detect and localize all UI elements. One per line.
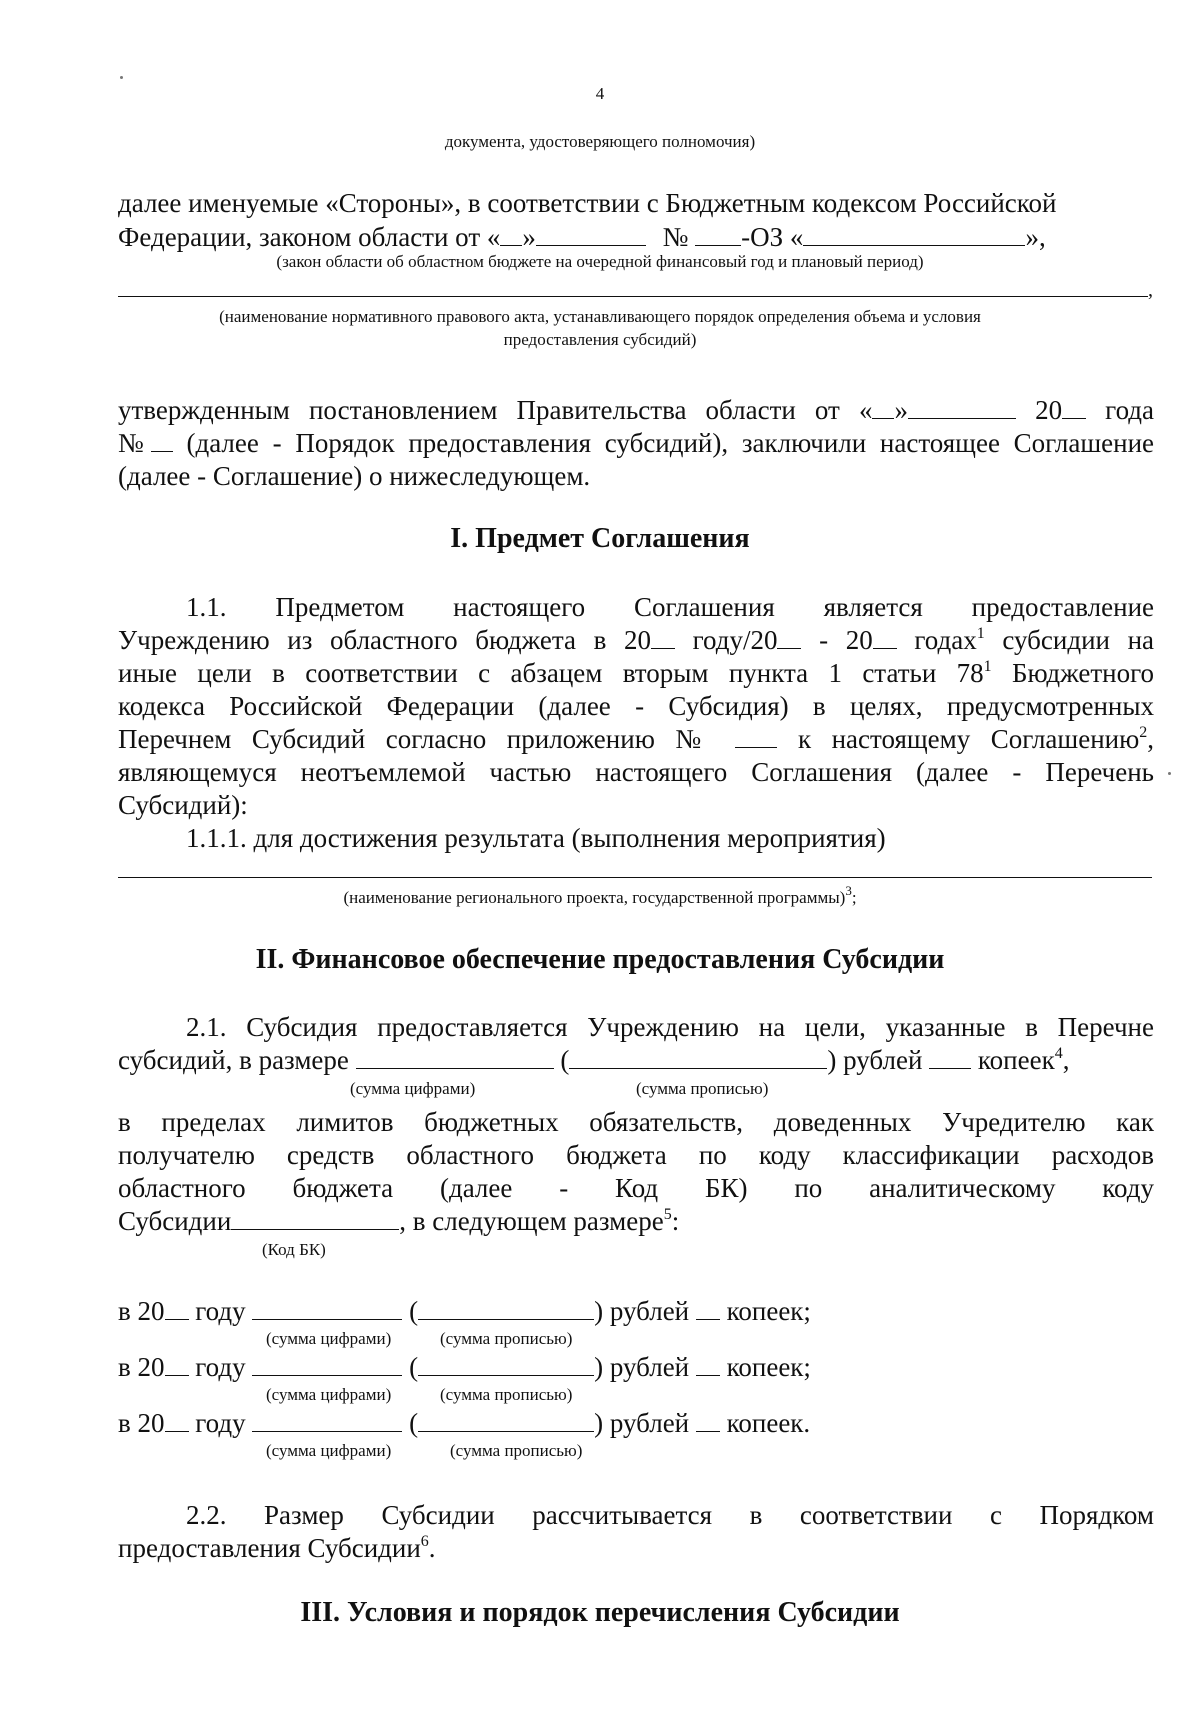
blank-law-name: [803, 221, 1025, 246]
text-fragment: ;: [851, 888, 857, 907]
text-fragment: утвержденным постановлением Правительства области от «: [118, 395, 873, 425]
sec1-line3: [118, 656, 1154, 690]
text-fragment: ) рублей: [827, 1045, 923, 1075]
caption-sum-words: (сумма прописью): [440, 1329, 573, 1348]
blank-line-project: [118, 877, 1152, 878]
blank-year: [1062, 394, 1086, 419]
text-fragment: ) рублей: [594, 1408, 690, 1438]
blank-sum-digits: [252, 1351, 402, 1376]
text-fragment: году: [195, 1296, 246, 1326]
footnote-ref: 2: [1139, 724, 1148, 741]
text-fragment: -ОЗ «: [741, 222, 804, 252]
footnote-ref: 1: [983, 658, 992, 675]
blank-kopecks: [696, 1351, 720, 1376]
blank-decree-number: [151, 427, 173, 452]
caption-sum-digits: (сумма цифрами): [266, 1329, 392, 1348]
text-fragment: в 20: [118, 1408, 165, 1438]
text-fragment: ,: [1062, 1045, 1070, 1075]
text-fragment: (: [409, 1408, 419, 1438]
footnote-ref: 4: [1054, 1045, 1063, 1062]
text-fragment: Субсидии: [118, 1206, 232, 1236]
text-fragment: Учреждению из областного бюджета в 20: [118, 625, 651, 655]
footnote-ref: 3: [845, 883, 852, 898]
blank-month: [536, 221, 646, 246]
caption-sum-words: (сумма прописью): [636, 1079, 769, 1098]
sec1-line5: [118, 722, 1154, 756]
text-fragment: иные цели в соответствии с абзацем вторым пункта 1 статьи 78: [118, 658, 984, 688]
caption-act-line2: предоставления субсидий): [503, 330, 697, 349]
footnote-ref: 5: [663, 1206, 672, 1223]
caption-sum-digits: (сумма цифрами): [266, 1441, 392, 1460]
blank-sum-digits: [252, 1407, 402, 1432]
para1-line2: [118, 220, 1154, 254]
blank-sum-words: [418, 1407, 594, 1432]
blank-sum-digits: [252, 1295, 402, 1320]
blank-line-act: [118, 296, 1148, 297]
para2-line3: (далее - Соглашение) о нижеследующем.: [118, 461, 591, 491]
blank-sum-words: [418, 1351, 594, 1376]
text-fragment: копеек;: [726, 1296, 811, 1326]
blank-appendix-number: [735, 723, 777, 748]
section1-heading: I. Предмет Соглашения: [450, 523, 750, 554]
year-row-1: [118, 1294, 1154, 1328]
sec1-line4: кодекса Российской Федерации (далее - Субсидия) в целях, предусмотренных: [118, 691, 1154, 721]
text-fragment: »,: [1025, 222, 1046, 252]
blank-month: [908, 394, 1016, 419]
text-fragment: Перечнем Субсидий согласно приложению №: [118, 724, 715, 754]
text-fragment: года: [1105, 395, 1155, 425]
blank-kopecks: [696, 1407, 720, 1432]
sec2-line4: получателю средств областного бюджета по коду классификации расходов: [118, 1140, 1154, 1170]
caption-kbk: (Код БК): [262, 1240, 326, 1259]
section3-heading: III. Условия и порядок перечисления Субсидии: [300, 1597, 900, 1628]
caption-sum-digits: (сумма цифрами): [266, 1385, 392, 1404]
caption-sum-digits: (сумма цифрами): [350, 1079, 476, 1098]
sec1-line2: [118, 623, 1154, 657]
caption-act-line1: (наименование нормативного правового акта, устанавливающего порядок определения объема и условия: [219, 307, 981, 326]
blank-sum-digits: [356, 1044, 554, 1069]
para2-line2: [118, 426, 1154, 460]
text-fragment: :: [671, 1206, 680, 1236]
sec2-p22-line1: 2.2. Размер Субсидии рассчитывается в соответствии с Порядком: [186, 1500, 1154, 1530]
blank-sum-words: [569, 1044, 827, 1069]
blank-law-number: [695, 221, 741, 246]
blank-kopecks: [929, 1044, 971, 1069]
text-fragment: субсидий, в размере: [118, 1045, 349, 1075]
caption-authority: документа, удостоверяющего полномочия): [444, 132, 756, 151]
caption-project: [0, 883, 1200, 908]
text-fragment: (: [409, 1352, 419, 1382]
text-fragment: 20: [1035, 395, 1063, 425]
text-fragment: в 20: [118, 1352, 165, 1382]
scan-speck: [1168, 772, 1171, 775]
text-fragment: году/20: [692, 625, 778, 655]
text-fragment: - 20: [819, 625, 873, 655]
sec2-line2: [118, 1043, 1154, 1077]
text-fragment: ) рублей: [594, 1296, 690, 1326]
text-fragment: копеек.: [726, 1408, 811, 1438]
para2-line1: [118, 393, 1154, 427]
text-fragment: к настоящему Соглашению: [797, 724, 1140, 754]
text-fragment: Федерации, законом области от «: [118, 222, 501, 252]
section2-heading: II. Финансовое обеспечение предоставления Субсидии: [255, 944, 945, 975]
page-number: 4: [595, 84, 605, 103]
text-fragment: , в следующем размере: [399, 1206, 664, 1236]
blank-sum-words: [418, 1295, 594, 1320]
text-fragment: копеек;: [726, 1352, 811, 1382]
sec1-line7: Субсидий):: [118, 790, 248, 820]
text-fragment: №: [662, 222, 689, 252]
blank-year: [873, 624, 897, 649]
comma: ,: [1148, 279, 1153, 301]
blank-year: [165, 1407, 189, 1432]
text-fragment: году: [195, 1408, 246, 1438]
text-fragment: ,: [1147, 724, 1155, 754]
blank-year: [165, 1295, 189, 1320]
text-fragment: (наименование регионального проекта, государственной программы): [343, 888, 846, 907]
text-fragment: (: [560, 1045, 570, 1075]
sec2-line1: 2.1. Субсидия предоставляется Учреждению на цели, указанные в Перечне: [186, 1012, 1154, 1042]
blank-year: [165, 1351, 189, 1376]
text-fragment: копеек: [977, 1045, 1055, 1075]
sec2-line3: в пределах лимитов бюджетных обязательств, доведенных Учредителю как: [118, 1107, 1154, 1137]
year-row-2: [118, 1350, 1154, 1384]
text-fragment: Бюджетного: [1012, 658, 1155, 688]
sec2-line5: областного бюджета (далее - Код БК) по аналитическому коду: [118, 1173, 1154, 1203]
blank-year: [777, 624, 801, 649]
text-fragment: ) рублей: [594, 1352, 690, 1382]
sec1-line1: 1.1. Предметом настоящего Соглашения является предоставление: [186, 592, 1154, 622]
blank-day: [872, 394, 894, 419]
text-fragment: предоставления Субсидии: [118, 1533, 421, 1563]
para1-line1: далее именуемые «Стороны», в соответствии с Бюджетным кодексом Российской: [118, 188, 1057, 218]
text-fragment: »: [522, 222, 536, 252]
text-fragment: №: [118, 428, 151, 458]
footnote-ref: 6: [420, 1533, 429, 1550]
footnote-ref: 1: [976, 625, 985, 642]
caption-law: (закон области об областном бюджете на очередной финансовый год и плановый период): [276, 252, 924, 271]
blank-year: [651, 624, 675, 649]
sec2-line6: [118, 1204, 1154, 1238]
sec2-p22-line2: [118, 1531, 1154, 1565]
scan-speck: [120, 76, 123, 79]
caption-sum-words: (сумма прописью): [450, 1441, 583, 1460]
text-fragment: .: [428, 1533, 436, 1563]
caption-sum-words: (сумма прописью): [440, 1385, 573, 1404]
text-fragment: в 20: [118, 1296, 165, 1326]
blank-kbk: [231, 1205, 399, 1230]
blank-kopecks: [696, 1295, 720, 1320]
sec1-line6: являющемуся неотъемлемой частью настоящего Соглашения (далее - Перечень: [118, 757, 1154, 787]
text-fragment: году: [195, 1352, 246, 1382]
text-fragment: (: [409, 1296, 419, 1326]
text-fragment: субсидии на: [1002, 625, 1155, 655]
text-fragment: годах: [914, 625, 977, 655]
text-fragment: (далее - Порядок предоставления субсидий), заключили настоящее Соглашение: [186, 428, 1154, 458]
text-fragment: »: [894, 395, 908, 425]
year-row-3: [118, 1406, 1154, 1440]
sec1-line8: 1.1.1. для достижения результата (выполнения мероприятия): [186, 823, 886, 853]
blank-day: [500, 221, 522, 246]
